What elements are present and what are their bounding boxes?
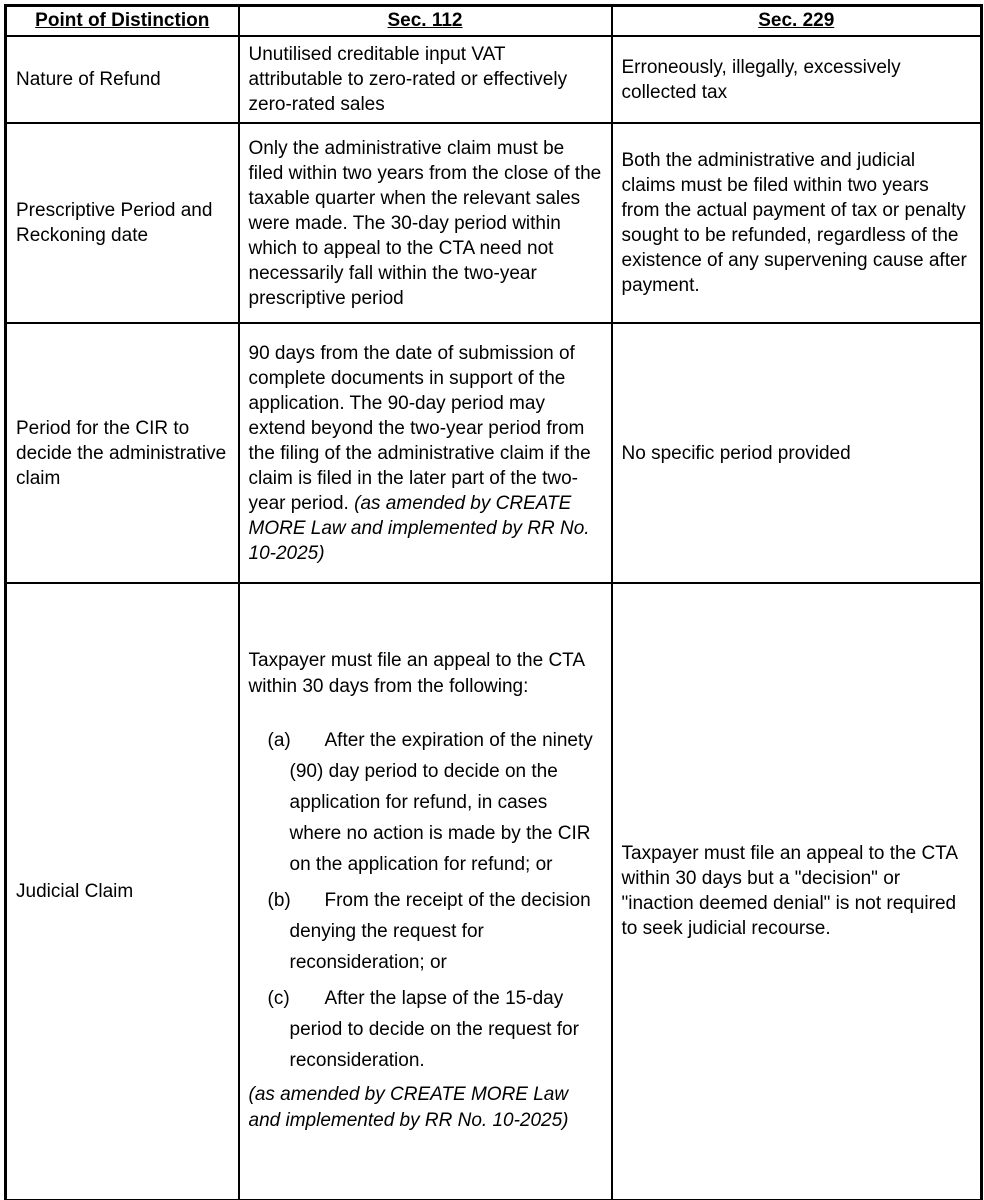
header-sec-229: Sec. 229: [612, 6, 982, 37]
list-text-b: From the receipt of the decision denying the request for reconsideration; or: [289, 890, 591, 974]
cell-cir-sec112: [239, 323, 612, 583]
row-prescriptive-period: [6, 123, 982, 323]
judicial-sec112-list: [249, 725, 602, 1076]
judicial-sec112-intro: Taxpayer must file an appeal to the CTA within 30 days from the following:: [248, 650, 584, 698]
comparison-table: [4, 4, 983, 1200]
list-text-c: After the lapse of the 15-day period to decide on the request for reconsideration.: [289, 988, 579, 1072]
list-marker-c: (c): [267, 988, 290, 1010]
row-cir-period: [6, 323, 982, 583]
cell-judicial-sec229: Taxpayer must file an appeal to the CTA within 30 days but a "decision" or "inaction deemed denial" is not required to seek judicial recourse.: [612, 583, 982, 1200]
judicial-sec112-amendment-note: (as amended by CREATE MORE Law and implemented by RR No. 10-2025): [248, 1084, 569, 1132]
list-item-c: [249, 983, 602, 1076]
list-item-b: [249, 885, 602, 978]
row-nature-of-refund: [6, 36, 982, 123]
cell-prescriptive-sec112: Only the administrative claim must be filed within two years from the close of the taxable quarter when the relevant sales were made. The 30-day period within which to appeal to the CTA need not necessarily fall within the two-year prescriptive period: [239, 123, 612, 323]
cell-cir-sec229: No specific period provided: [612, 323, 982, 583]
list-item-a: [249, 725, 602, 880]
header-row: [6, 6, 982, 37]
label-cir-period: Period for the CIR to decide the administrative claim: [6, 323, 239, 583]
label-nature-of-refund: Nature of Refund: [6, 36, 239, 123]
header-sec-112: Sec. 112: [239, 6, 612, 37]
row-judicial-claim: [6, 583, 982, 1200]
cir-sec112-main-text: 90 days from the date of submission of complete documents in support of the application. The 90-day period may extend beyond the two-year period from the filing of the administrative claim if the claim is filed in the later part of the two-year period.: [248, 342, 591, 514]
label-judicial-claim: Judicial Claim: [6, 583, 239, 1200]
list-marker-b: (b): [267, 890, 291, 912]
list-marker-a: (a): [267, 730, 291, 752]
cell-prescriptive-sec229: Both the administrative and judicial claims must be filed within two years from the actual payment of tax or penalty sought to be refunded, regardless of the existence of any supervening cause after payment.: [612, 123, 982, 323]
header-point-of-distinction: Point of Distinction: [6, 6, 239, 37]
cell-nature-sec112: Unutilised creditable input VAT attributable to zero-rated or effectively zero-rated sales: [239, 36, 612, 123]
label-prescriptive-period: Prescriptive Period and Reckoning date: [6, 123, 239, 323]
cir-sec112-amendment-note: (as amended by CREATE MORE Law and implemented by RR No. 10-2025): [248, 492, 590, 564]
cell-judicial-sec112: [239, 583, 612, 1200]
cell-nature-sec229: Erroneously, illegally, excessively collected tax: [612, 36, 982, 123]
list-text-a: After the expiration of the ninety (90) day period to decide on the application for refund, in cases where no action is made by the CIR on the application for refund; or: [289, 730, 593, 876]
